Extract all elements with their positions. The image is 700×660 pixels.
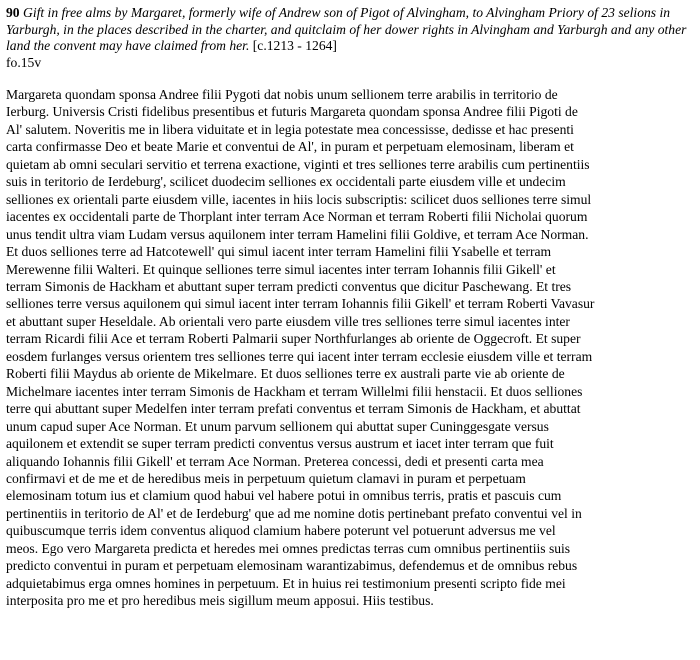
charter-line: eosdem furlanges versus orientem tres selliones terre qui iacent inter terram ecclesie eiusdem ville et terram xyxy=(6,348,593,364)
charter-text xyxy=(6,86,690,610)
charter-line: terram Simonis de Hackham et abuttant super terram predicti conventus que dicitur Paschewang. Et tres xyxy=(6,278,572,294)
charter-line: suis in teritorio de Ierdeburg', scilicet duodecim selliones ex occidentali parte eiusdem ville et undecim xyxy=(6,174,566,190)
charter-line: pertinentiis in teritorio de Al' et de Ierdeburg' que ad me nomine dotis pertinebant prefato conventui vel in xyxy=(6,505,582,521)
entry-number: 90 xyxy=(6,5,20,20)
charter-line: quibuscumque terris idem conventus aliquod clamium habere poterunt vel potuerunt adversus me vel xyxy=(6,523,556,539)
entry-summary: Gift in free alms by Margaret, formerly wife of Andrew son of Pigot of Alvingham, to Alvingham Priory of 23 selions in Yarburgh, in the places described in the charter, and quitclaim of her dower rights in Alvingham and Yarburgh and any other land the convent may have claimed from her. xyxy=(6,5,687,53)
charter-line: terram Ricardi filii Ace et terram Roberti Palmarii super Northfurlanges ab oriente de Oggecroft. Et super xyxy=(6,331,581,347)
charter-line: selliones terre versus aquilonem qui simul iacent inter terram Iohannis filii Gikell' et terram Roberti Vavasur xyxy=(6,296,595,312)
charter-line: meos. Ego vero Margareta predicta et heredes mei omnes predictas terras cum omnibus pertinentiis suis xyxy=(6,540,571,556)
charter-line: Ierburg. Universis Cristi fidelibus presentibus et futuris Margareta quondam sponsa Andree filii Pigoti de xyxy=(6,104,578,120)
charter-line: unus tendit ultra viam Ludam versus aquilonem inter terram Hamelini filii Goldive, et terram Ace Norman. xyxy=(6,226,589,242)
charter-line: carta confirmasse Deo et beate Marie et conventui de Al', in puram et perpetuam elemosinam, liberam et xyxy=(6,139,574,155)
charter-line: Michelmare iacentes inter terram Simonis de Hackham et terram Willelmi filii henstacii. Et duos selliones xyxy=(6,383,583,399)
charter-line: terre qui abuttant super Medelfen inter terram prefati conventus et terram Simonis de Hackham, et abuttat xyxy=(6,401,581,417)
charter-line: quietam ab omni seculari servitio et terrena exactione, viginti et tres selliones terre arabilis cum pertinentiis xyxy=(6,156,590,172)
charter-line: adquietabimus erga omnes homines in perpetuum. Et in huius rei testimonium presenti scripto fide mei xyxy=(6,575,566,591)
charter-line: aquilonem et extendit se super terram predicti conventus versus austrum et iacet inter terram que fuit xyxy=(6,436,554,452)
charter-line: confirmavi et de me et de heredibus meis in perpetuum quietum clamavi in puram et perpetuam xyxy=(6,470,526,486)
charter-line: Roberti filii Maydus ab oriente de Mikelmare. Et duos selliones terre ex australi parte vie ab oriente de xyxy=(6,366,565,382)
charter-line: iacentes ex occidentali parte de Thorplant inter terram Ace Norman et terram Roberti filii Nicholai quorum xyxy=(6,209,588,225)
charter-line: Al' salutem. Noveritis me in libera viduitate et in legia potestate mea concessisse, dedisse et hac presenti xyxy=(6,121,574,137)
charter-line: predicto conventui in puram et perpetuam elemosinam warantizabimus, defendemus et de omnibus rebus xyxy=(6,558,578,574)
charter-line: aliquando Iohannis filii Gikell' et terram Ace Norman. Preterea concessi, dedi et presenti carta mea xyxy=(6,453,544,469)
charter-line: unum capud super Ace Norman. Et unum parvum sellionem qui abuttat super Cuninggesgate versus xyxy=(6,418,549,434)
charter-line: selliones ex orientali parte eiusdem ville, iacentes in hiis locis subscriptis: scilicet duos selliones terre simul xyxy=(6,191,592,207)
charter-line: Margareta quondam sponsa Andree filii Pygoti dat nobis unum sellionem terre arabilis in territorio de xyxy=(6,87,558,102)
charter-line: et abuttant super Heseldale. Ab orientali vero parte eiusdem ville tres selliones terre simul iacentes inter xyxy=(6,313,570,329)
charter-line: elemosinam totum ius et clamium quod habui vel habere potui in omnibus terris, pratis et pascuis cum xyxy=(6,488,562,504)
entry-date: [c.1213 - 1264] xyxy=(252,38,337,53)
charter-line: Et duos selliones terre ad Hatcotewell' qui simul iacent inter terram Hamelini filii Ysabelle et terram xyxy=(6,244,552,260)
entry-heading xyxy=(6,5,690,55)
charter-line: interposita pro me et pro heredibus meis sigillum meum apposui. Hiis testibus. xyxy=(6,593,434,609)
folio-reference: fo.15v xyxy=(6,54,42,70)
charter-line: Merewenne filii Walteri. Et quinque selliones terre simul iacentes inter terram Iohannis filii Gikell' et xyxy=(6,261,556,277)
